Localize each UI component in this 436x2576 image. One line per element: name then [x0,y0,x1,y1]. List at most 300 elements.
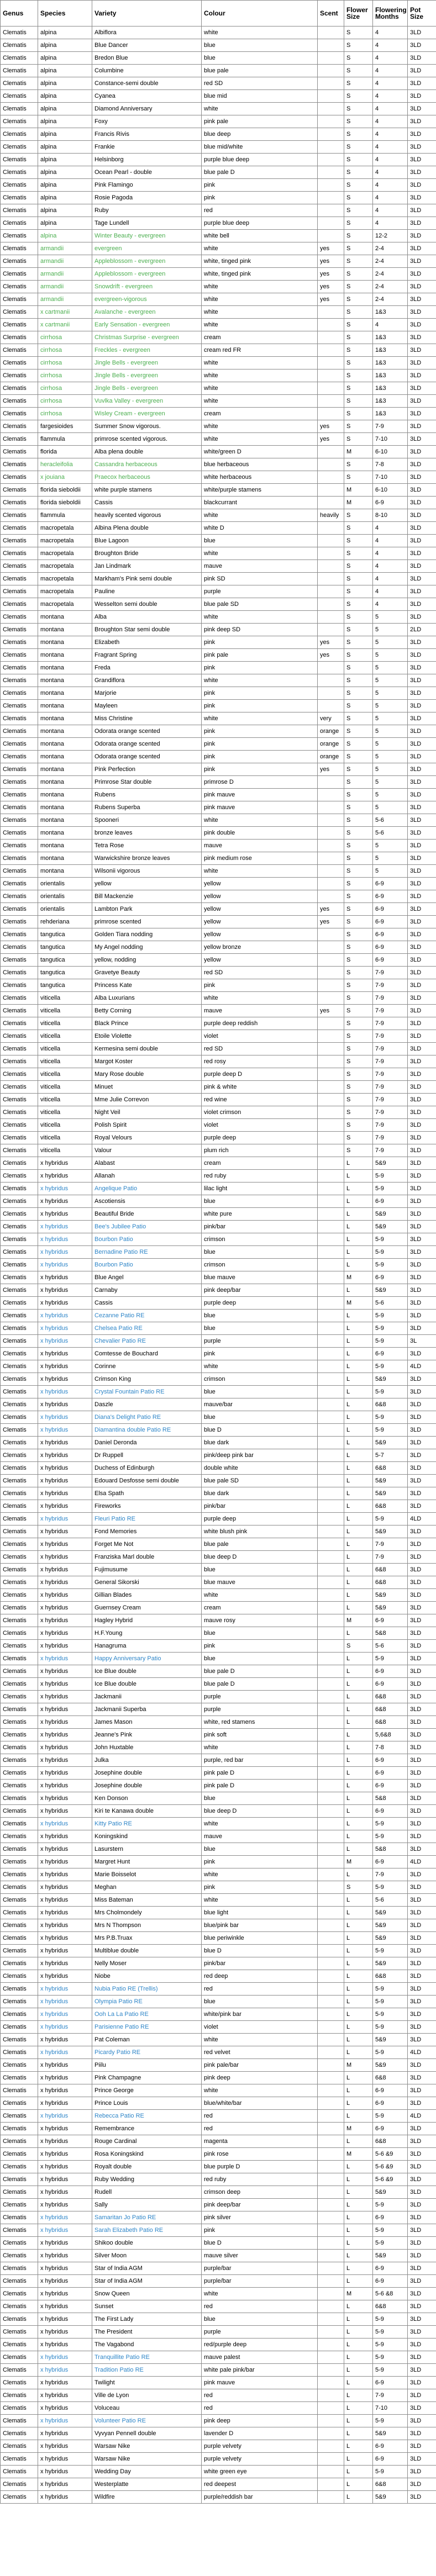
cell-variety: Grandiflora [92,674,202,687]
cell-flowering-months: 5 [373,687,408,700]
cell-colour: pink deep SD [202,624,318,636]
cell-variety: Pat Coleman [92,2034,202,2046]
table-row [1,979,436,992]
cell-variety: Royalt double [92,2161,202,2173]
table-row [1,77,436,90]
cell-flower-size: S [344,751,373,763]
cell-species: x hybridus [38,1665,92,1678]
cell-pot-size: 3LD [408,1919,436,1932]
table-row [1,1487,436,1500]
cell-pot-size: 3LD [408,1055,436,1068]
cell-genus: Clematis [1,840,38,852]
cell-species: x hybridus [38,1881,92,1894]
cell-flower-size: L [344,1487,373,1500]
cell-scent: orange [318,751,344,763]
cell-pot-size: 3LD [408,2008,436,2021]
cell-pot-size: 3LD [408,2123,436,2135]
cell-pot-size: 3LD [408,776,436,789]
cell-flower-size: L [344,1437,373,1449]
cell-variety: Rouge Cardinal [92,2135,202,2148]
cell-colour: violet crimson [202,1106,318,1119]
cell-flower-size: L [344,1589,373,1602]
cell-genus: Clematis [1,1957,38,1970]
cell-genus: Clematis [1,2466,38,2478]
cell-flower-size: L [344,1386,373,1398]
cell-flower-size: L [344,2466,373,2478]
cell-genus: Clematis [1,1640,38,1653]
cell-flower-size: L [344,1703,373,1716]
cell-colour: white [202,1894,318,1907]
cell-genus: Clematis [1,1297,38,1310]
cell-variety: Jan Lindmark [92,560,202,573]
cell-scent [318,852,344,865]
cell-pot-size: 3LD [408,1437,436,1449]
cell-flower-size: S [344,319,373,331]
cell-flowering-months: 5-9 [373,1335,408,1348]
cell-flowering-months: 5 [373,738,408,751]
table-row [1,1386,436,1398]
cell-genus: Clematis [1,497,38,509]
cell-species: orientalis [38,878,92,890]
cell-pot-size: 3LD [408,1627,436,1640]
cell-variety: Ken Donson [92,1792,202,1805]
cell-pot-size: 3LD [408,115,436,128]
cell-scent [318,1513,344,1525]
cell-flower-size: S [344,560,373,573]
cell-scent [318,1221,344,1233]
cell-colour: purple/bar [202,2262,318,2275]
cell-species: x hybridus [38,1996,92,2008]
table-row [1,2453,436,2466]
cell-genus: Clematis [1,2224,38,2237]
cell-colour: white [202,2084,318,2097]
table-row [1,2161,436,2173]
table-row [1,1957,436,1970]
table-row [1,65,436,77]
cell-colour: pink [202,2224,318,2237]
cell-genus: Clematis [1,2072,38,2084]
cell-genus: Clematis [1,700,38,712]
cell-flowering-months: 5-9 [373,2008,408,2021]
cell-scent [318,2415,344,2427]
cell-pot-size: 3LD [408,204,436,217]
cell-colour: blue dark [202,1437,318,1449]
cell-flower-size: S [344,967,373,979]
cell-flowering-months: 5&9 [373,1957,408,1970]
cell-flower-size: L [344,1170,373,1183]
cell-variety: Vuvlka Valley - evergreen [92,395,202,408]
cell-pot-size: 3LD [408,2478,436,2491]
cell-scent [318,1195,344,1208]
table-row [1,1970,436,1983]
cell-species: montana [38,827,92,840]
cell-scent [318,2237,344,2250]
cell-flower-size: L [344,1843,373,1856]
cell-scent [318,471,344,484]
cell-species: x hybridus [38,1500,92,1513]
table-row [1,446,436,458]
table-row [1,497,436,509]
cell-species: x hybridus [38,1602,92,1614]
cell-pot-size: 3LD [408,2199,436,2211]
cell-pot-size: 4LD [408,1513,436,1525]
cell-variety: Black Prince [92,1017,202,1030]
cell-genus: Clematis [1,1792,38,1805]
cell-colour: red [202,2123,318,2135]
cell-colour: white [202,814,318,827]
header-pot-size: Pot Size [408,1,436,27]
cell-flower-size: S [344,27,373,39]
cell-colour: white [202,1818,318,1830]
cell-genus: Clematis [1,1678,38,1691]
cell-flower-size: S [344,471,373,484]
cell-pot-size: 3LD [408,535,436,547]
cell-flowering-months: 5&9 [373,2491,408,2504]
cell-species: viticella [38,1017,92,1030]
cell-species: x hybridus [38,1348,92,1360]
cell-flowering-months: 6-9 [373,1754,408,1767]
cell-variety: Mrs N Thompson [92,1919,202,1932]
cell-genus: Clematis [1,1500,38,1513]
cell-scent [318,2364,344,2377]
cell-pot-size: 3LD [408,2072,436,2084]
cell-scent [318,662,344,674]
cell-flower-size: S [344,344,373,357]
cell-species: x hybridus [38,1919,92,1932]
table-row [1,674,436,687]
cell-colour: white blush pink [202,1525,318,1538]
cell-flower-size: L [344,1653,373,1665]
cell-colour: white [202,1741,318,1754]
cell-flower-size: L [344,1576,373,1589]
cell-scent [318,878,344,890]
cell-flowering-months: 5 [373,636,408,649]
cell-pot-size: 3LD [408,1665,436,1678]
cell-flowering-months: 2-4 [373,281,408,293]
cell-variety: bronze leaves [92,827,202,840]
cell-species: x hybridus [38,2110,92,2123]
cell-species: x hybridus [38,1589,92,1602]
cell-colour: blue [202,52,318,65]
cell-genus: Clematis [1,1373,38,1386]
cell-genus: Clematis [1,2300,38,2313]
cell-colour: red SD [202,77,318,90]
cell-species: x hybridus [38,2046,92,2059]
cell-flower-size: M [344,2123,373,2135]
cell-scent [318,1653,344,1665]
cell-flowering-months: 6&8 [373,2478,408,2491]
cell-species: cirrhosa [38,408,92,420]
table-row [1,2199,436,2211]
header-flowering-months: Flowering Months [373,1,408,27]
cell-flower-size: L [344,1729,373,1741]
table-row [1,1894,436,1907]
cell-scent [318,1424,344,1437]
table-row [1,1310,436,1322]
cell-species: x hybridus [38,2313,92,2326]
cell-genus: Clematis [1,1602,38,1614]
table-row [1,192,436,204]
cell-species: macropetala [38,560,92,573]
cell-variety: Constance-semi double [92,77,202,90]
cell-pot-size: 3LD [408,852,436,865]
cell-pot-size: 3LD [408,192,436,204]
cell-species: x hybridus [38,1653,92,1665]
cell-variety: Praecox herbaceous [92,471,202,484]
cell-variety: Nubia Patio RE (Trellis) [92,1983,202,1996]
cell-scent [318,1716,344,1729]
cell-pot-size: 3LD [408,2377,436,2389]
cell-scent [318,1983,344,1996]
cell-pot-size: 3LD [408,2402,436,2415]
table-row [1,2313,436,2326]
cell-scent [318,1462,344,1475]
cell-flowering-months: 6&8 [373,2072,408,2084]
table-row [1,725,436,738]
cell-species: tangutica [38,941,92,954]
cell-variety: Warsaw Nike [92,2453,202,2466]
cell-scent [318,1957,344,1970]
cell-flowering-months: 7-9 [373,1055,408,1068]
cell-species: alpina [38,166,92,179]
cell-scent [318,1259,344,1271]
cell-colour: pink mauve [202,801,318,814]
cell-species: x cartmanii [38,306,92,319]
cell-genus: Clematis [1,1081,38,1094]
cell-variety: Ice Blue double [92,1665,202,1678]
cell-variety: Blue Angel [92,1271,202,1284]
cell-species: montana [38,840,92,852]
cell-pot-size: 3LD [408,2161,436,2173]
cell-species: x hybridus [38,1424,92,1437]
cell-variety: The First Lady [92,2313,202,2326]
cell-flowering-months: 4 [373,179,408,192]
cell-genus: Clematis [1,1996,38,2008]
cell-variety: Josephine double [92,1767,202,1780]
table-row [1,115,436,128]
cell-flowering-months: 5 [373,840,408,852]
cell-genus: Clematis [1,1907,38,1919]
cell-species: x hybridus [38,1246,92,1259]
cell-flower-size: S [344,65,373,77]
cell-variety: Meghan [92,1881,202,1894]
cell-flower-size: S [344,801,373,814]
cell-species: x hybridus [38,2389,92,2402]
cell-genus: Clematis [1,967,38,979]
cell-genus: Clematis [1,979,38,992]
cell-scent [318,331,344,344]
cell-flowering-months: 5 [373,611,408,624]
cell-variety: Fleuri Patio RE [92,1513,202,1525]
cell-scent [318,128,344,141]
cell-colour: pink pale [202,649,318,662]
cell-species: tangutica [38,979,92,992]
cell-colour: white bell [202,230,318,242]
cell-flowering-months: 4 [373,319,408,331]
cell-genus: Clematis [1,1767,38,1780]
cell-genus: Clematis [1,1246,38,1259]
cell-pot-size: 3LD [408,2339,436,2351]
table-row [1,2364,436,2377]
cell-colour: crimson [202,1233,318,1246]
cell-pot-size: 3LD [408,39,436,52]
cell-flowering-months: 4 [373,560,408,573]
cell-colour: blue D [202,1424,318,1437]
cell-pot-size: 3LD [408,1398,436,1411]
cell-variety: Happy Anniversary Patio [92,1653,202,1665]
cell-flower-size: L [344,1780,373,1792]
cell-scent [318,382,344,395]
table-row [1,293,436,306]
table-row [1,344,436,357]
cell-species: x hybridus [38,2250,92,2262]
cell-colour: blue pale D [202,1678,318,1691]
cell-genus: Clematis [1,344,38,357]
cell-colour: white, tinged pink [202,255,318,268]
cell-flowering-months: 7-9 [373,1030,408,1043]
cell-flower-size: S [344,128,373,141]
cell-colour: white [202,2034,318,2046]
cell-variety: Picardy Patio RE [92,2046,202,2059]
cell-variety: Franziska Marl double [92,1551,202,1564]
cell-variety: Rubens [92,789,202,801]
table-row [1,941,436,954]
cell-genus: Clematis [1,1106,38,1119]
table-row [1,1055,436,1068]
cell-variety: Frankie [92,141,202,154]
table-row [1,1525,436,1538]
cell-flowering-months: 5&9 [373,2059,408,2072]
cell-species: x hybridus [38,1310,92,1322]
cell-flower-size: L [344,2097,373,2110]
cell-variety: Warsaw Nike [92,2440,202,2453]
cell-species: x hybridus [38,2034,92,2046]
cell-genus: Clematis [1,2021,38,2034]
table-row [1,598,436,611]
cell-species: tangutica [38,967,92,979]
cell-flowering-months: 5 [373,763,408,776]
cell-flower-size: S [344,535,373,547]
cell-scent [318,776,344,789]
cell-colour: white [202,382,318,395]
cell-flower-size: S [344,458,373,471]
cell-genus: Clematis [1,560,38,573]
cell-flower-size: S [344,230,373,242]
cell-flowering-months: 5-9 [373,2364,408,2377]
cell-flowering-months: 7-9 [373,1868,408,1881]
cell-species: macropetala [38,535,92,547]
cell-pot-size: 3LD [408,128,436,141]
cell-flowering-months: 5-9 [373,1386,408,1398]
cell-scent [318,1551,344,1564]
cell-variety: Rubens Superba [92,801,202,814]
cell-colour: blue [202,39,318,52]
cell-flower-size: L [344,1157,373,1170]
cell-genus: Clematis [1,27,38,39]
cell-flowering-months: 6&8 [373,1703,408,1716]
cell-pot-size: 3LD [408,560,436,573]
cell-scent [318,890,344,903]
cell-colour: blue [202,1627,318,1640]
cell-colour: pink pale D [202,1767,318,1780]
header-colour: Colour [202,1,318,27]
cell-colour: purple, red bar [202,1754,318,1767]
cell-scent: heavily [318,509,344,522]
cell-pot-size: 3LD [408,1729,436,1741]
table-row [1,1754,436,1767]
table-row [1,2224,436,2237]
cell-variety: Sally [92,2199,202,2211]
cell-colour: white [202,433,318,446]
cell-scent [318,547,344,560]
cell-variety: primrose scented [92,916,202,928]
cell-flowering-months: 6-9 [373,903,408,916]
cell-scent [318,1284,344,1297]
cell-variety: Julka [92,1754,202,1767]
cell-flower-size: S [344,941,373,954]
cell-flower-size: L [344,1678,373,1691]
table-row [1,103,436,115]
cell-pot-size: 3LD [408,1525,436,1538]
cell-flower-size: L [344,1665,373,1678]
cell-colour: white D [202,522,318,535]
cell-genus: Clematis [1,1970,38,1983]
cell-species: viticella [38,1106,92,1119]
cell-pot-size: 3LD [408,1640,436,1653]
table-row [1,751,436,763]
cell-genus: Clematis [1,1830,38,1843]
cell-flower-size: L [344,2415,373,2427]
cell-species: cirrhosa [38,369,92,382]
cell-colour: white [202,674,318,687]
cell-flowering-months: 7-9 [373,979,408,992]
cell-variety: The President [92,2326,202,2339]
cell-flowering-months: 6-10 [373,484,408,497]
cell-scent [318,1856,344,1868]
table-row [1,1373,436,1386]
cell-variety: Tage Lundell [92,217,202,230]
cell-species: x hybridus [38,2262,92,2275]
cell-variety: Fragrant Spring [92,649,202,662]
table-row [1,1335,436,1348]
cell-pot-size: 3LD [408,1106,436,1119]
cell-genus: Clematis [1,2491,38,2504]
cell-scent [318,1792,344,1805]
cell-pot-size: 3LD [408,2326,436,2339]
cell-pot-size: 3LD [408,77,436,90]
cell-genus: Clematis [1,1221,38,1233]
cell-colour: purple deep [202,1297,318,1310]
cell-colour: pink [202,192,318,204]
cell-scent [318,1691,344,1703]
cell-variety: Cassis [92,497,202,509]
cell-scent [318,2021,344,2034]
cell-flowering-months: 6-9 [373,2123,408,2135]
cell-colour: pink deep/bar [202,1284,318,1297]
cell-variety: Wedding Day [92,2466,202,2478]
cell-scent [318,2211,344,2224]
cell-variety: Golden Tiara nodding [92,928,202,941]
cell-variety: Princess Kate [92,979,202,992]
cell-genus: Clematis [1,852,38,865]
cell-pot-size: 3LD [408,674,436,687]
cell-colour: blue/pink bar [202,1919,318,1932]
cell-scent [318,1170,344,1183]
cell-variety: Cyanea [92,90,202,103]
cell-genus: Clematis [1,1411,38,1424]
table-row [1,2021,436,2034]
table-row [1,1564,436,1576]
